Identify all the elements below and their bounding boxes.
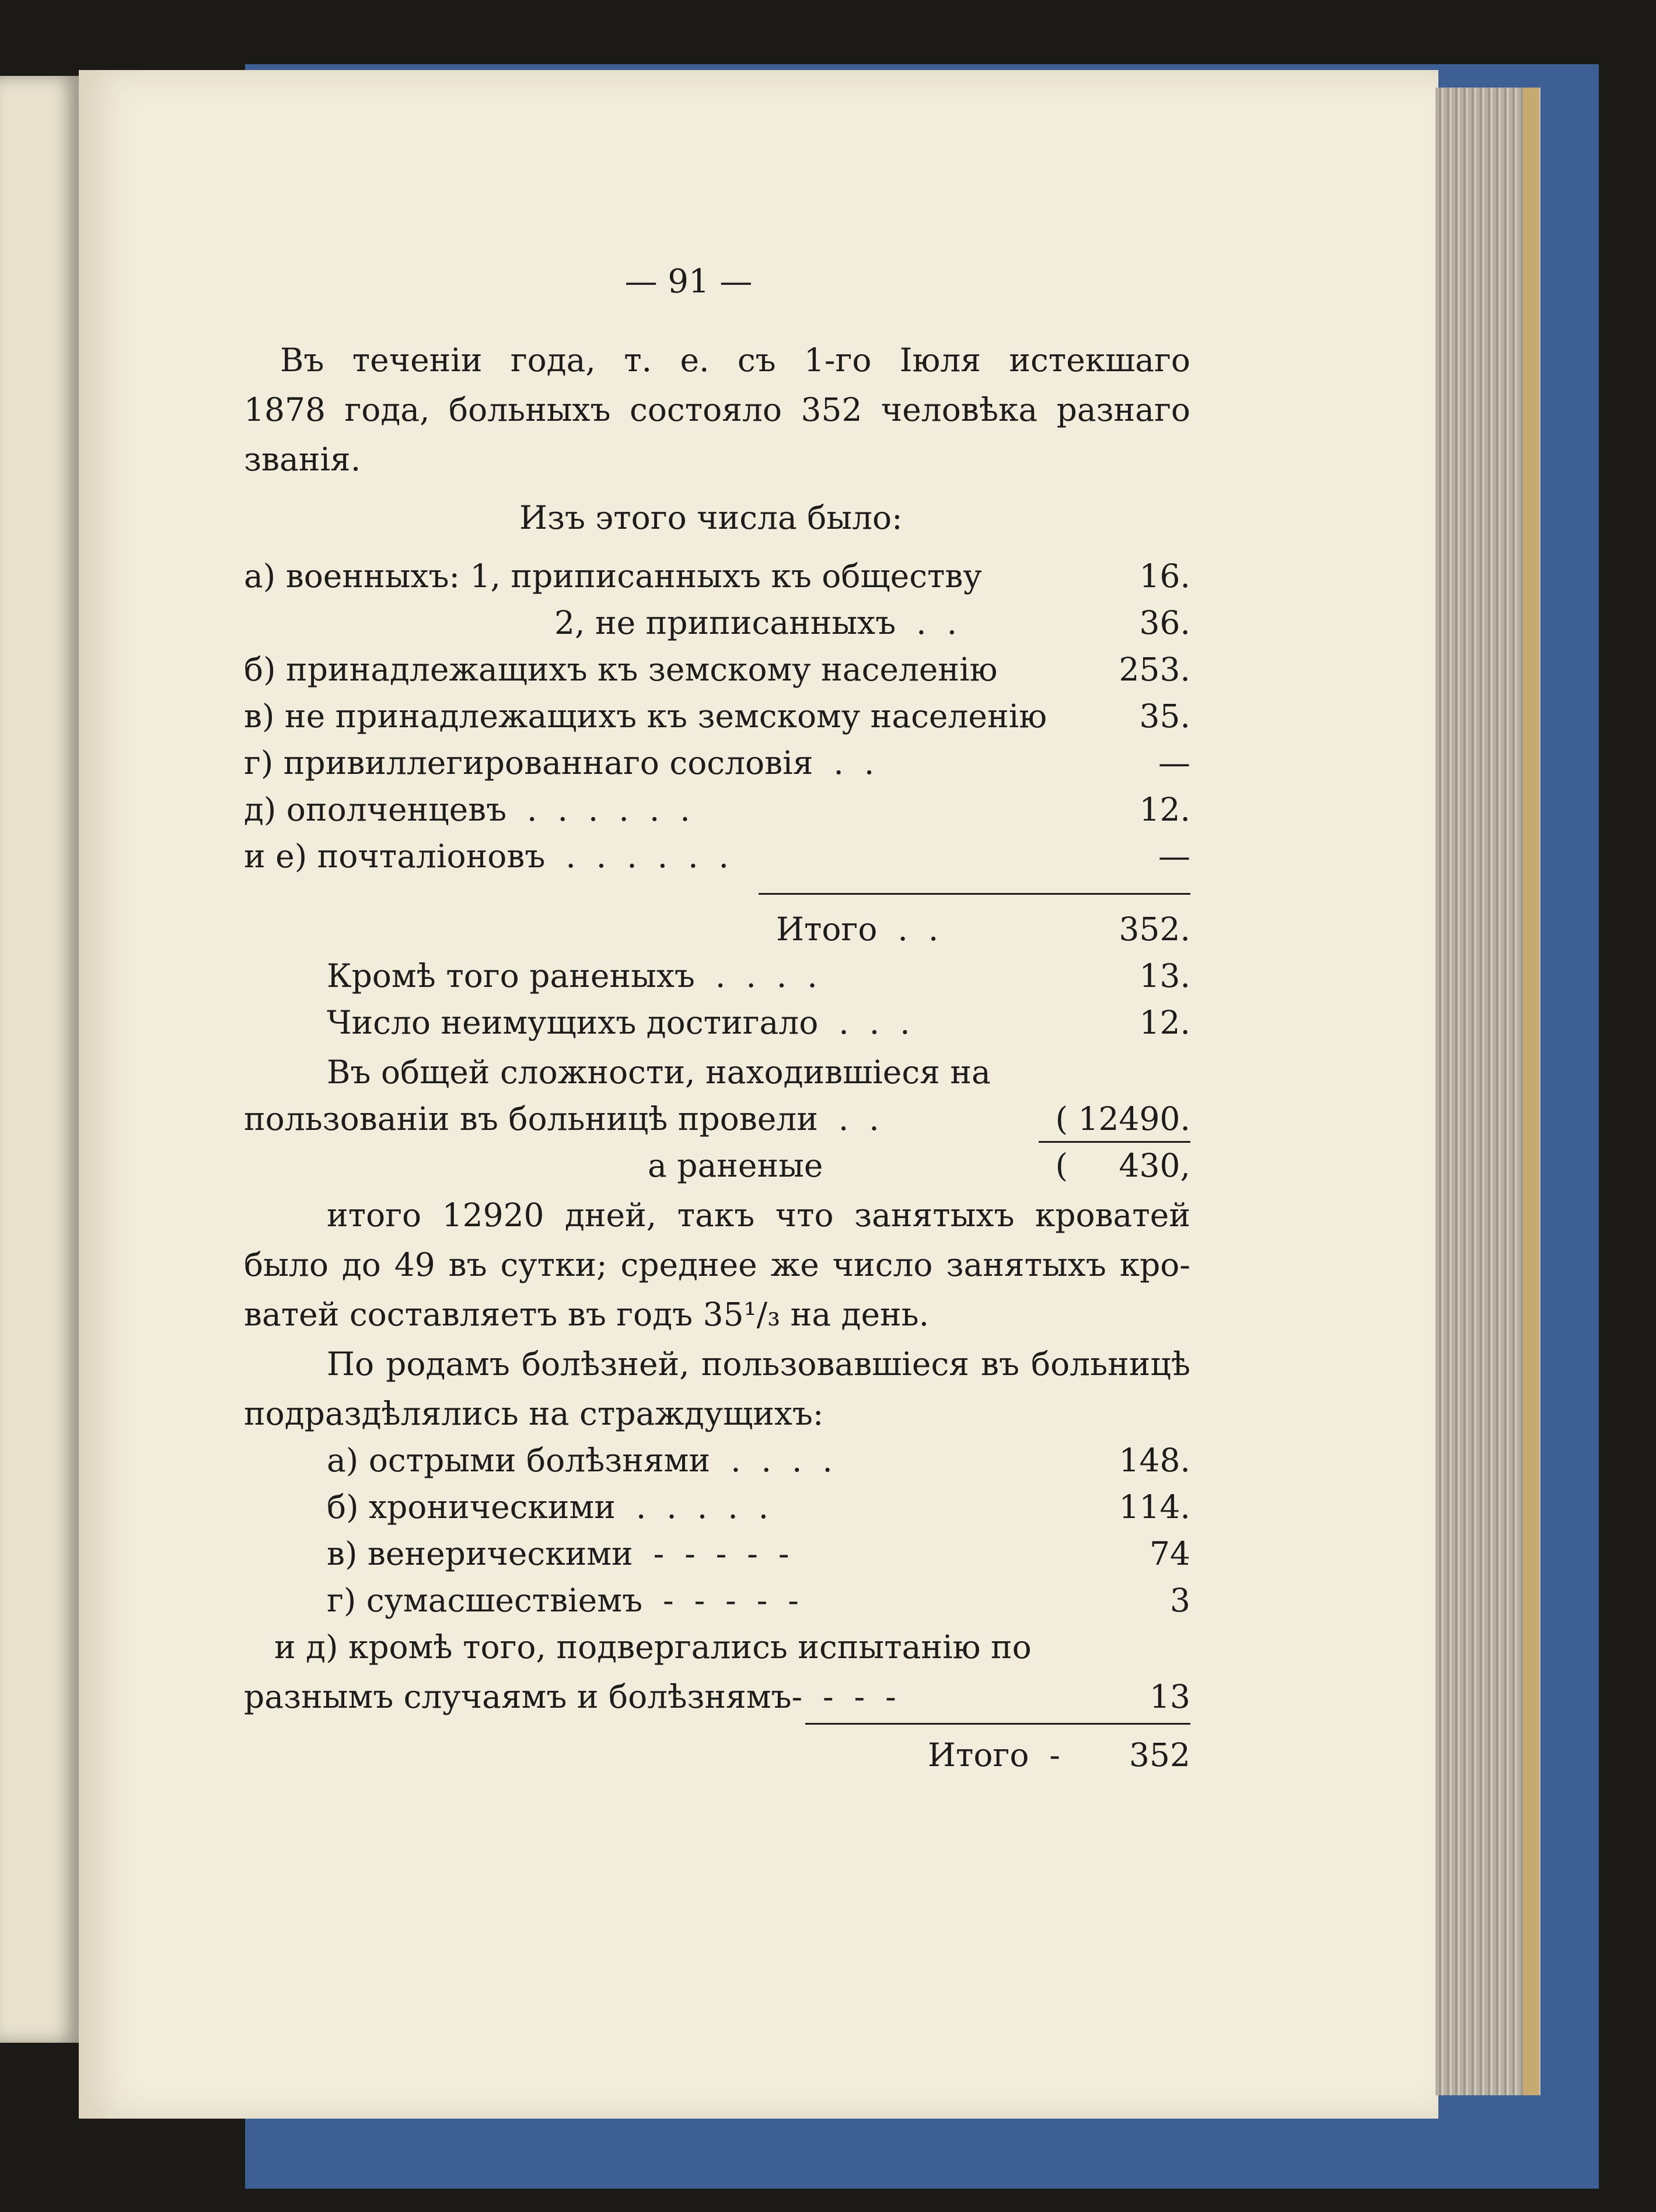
tested-line2: разнымъ случаямъ и болѣзнямъ- - - - <box>244 1678 896 1715</box>
wounded-value: 13. <box>1139 957 1190 995</box>
para2-line3: ватей составляетъ въ годъ 35¹/₃ на день. <box>244 1296 930 1333</box>
tested-value: 13 <box>1150 1678 1190 1715</box>
page-number: — 91 — <box>624 263 753 301</box>
category-label: и е) почталіоновъ . . . . . . <box>244 838 729 875</box>
total-value: 352 <box>1129 1736 1190 1774</box>
para2-line1: итого 12920 дней, такъ что занятыхъ кроватей <box>327 1196 1190 1234</box>
category-value: 36. <box>1139 604 1190 641</box>
para1-line3: званія. <box>244 441 361 478</box>
left-page-edge <box>0 76 79 2043</box>
poor-value: 12. <box>1139 1004 1190 1041</box>
disease-label: г) сумасшествіемъ - - - - - <box>327 1582 799 1619</box>
para1-line2: 1878 года, больныхъ состояло 352 человѣка разнаго <box>244 391 1190 428</box>
category-value: 16. <box>1139 557 1190 595</box>
para3-line2: подраздѣлялись на страждущихъ: <box>244 1395 824 1432</box>
sum-rule <box>759 893 1190 895</box>
sum-rule <box>805 1723 1190 1725</box>
category-label: в) не принадлежащихъ къ земскому населенію <box>244 697 1047 735</box>
tested-line1: и д) кромѣ того, подвергались испытанію по <box>274 1628 1032 1666</box>
para1-line1: Въ теченіи года, т. е. съ 1-го Іюля истекшаго <box>280 341 1190 379</box>
category-label: б) принадлежащихъ къ земскому населенію <box>244 651 998 688</box>
days-line3: а раненые <box>648 1147 823 1184</box>
para3-line1: По родамъ болѣзней, пользовавшіеся въ больницѣ <box>327 1345 1190 1383</box>
category-label: д) ополченцевъ . . . . . . <box>244 791 690 828</box>
category-label: г) привиллегированнаго сословія . . <box>244 744 875 781</box>
poor-label: Число неимущихъ достигало . . . <box>327 1004 910 1041</box>
disease-value: 114. <box>1119 1488 1190 1526</box>
wounded-days-value: ( 430, <box>1055 1147 1190 1184</box>
days-value: ( 12490. <box>1055 1100 1190 1138</box>
cover-rim <box>1523 88 1539 2095</box>
para2-line2: было до 49 въ сутки; среднее же число занятыхъ кро- <box>244 1246 1190 1283</box>
category-value: — <box>1158 744 1190 781</box>
total-label: Итого . . <box>776 910 939 948</box>
wounded-label: Кромѣ того раненыхъ . . . . <box>327 957 817 995</box>
category-value: 35. <box>1139 697 1190 735</box>
disease-value: 148. <box>1119 1442 1190 1479</box>
disease-label: а) острыми болѣзнями . . . . <box>327 1442 833 1479</box>
category-value: 253. <box>1119 651 1190 688</box>
days-line1: Въ общей сложности, находившіеся на <box>327 1053 991 1091</box>
category-value: 12. <box>1139 791 1190 828</box>
disease-label: б) хроническими . . . . . <box>327 1488 769 1526</box>
category-label: а) военныхъ: 1, приписанныхъ къ обществу <box>244 557 982 595</box>
category-value: — <box>1158 838 1190 875</box>
category-label: 2, не приписанныхъ . . <box>554 604 958 641</box>
subheading: Изъ этого числа было: <box>519 499 903 536</box>
disease-label: в) венерическими - - - - - <box>327 1535 789 1572</box>
disease-value: 74 <box>1150 1535 1190 1572</box>
days-rule <box>1039 1141 1190 1143</box>
disease-value: 3 <box>1170 1582 1190 1619</box>
total-label: Итого - <box>928 1736 1060 1774</box>
total-value: 352. <box>1119 910 1190 948</box>
days-line2: пользованіи въ больницѣ провели . . <box>244 1100 879 1138</box>
